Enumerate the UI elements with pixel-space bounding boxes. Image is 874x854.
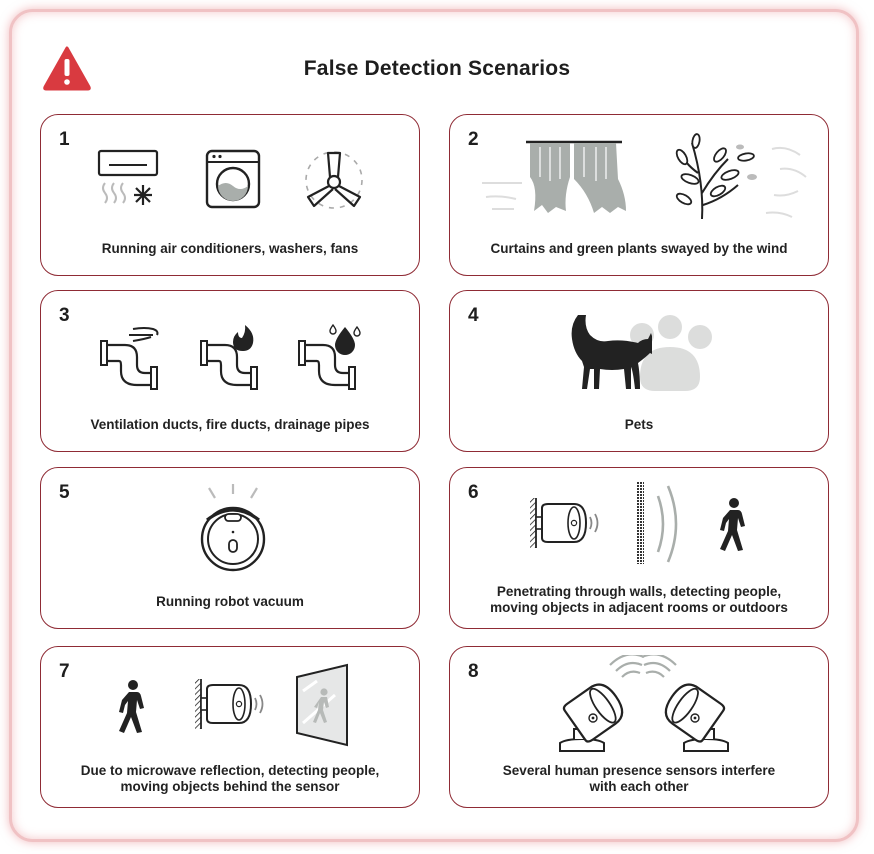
scenario-number: 7 xyxy=(59,661,70,682)
scenario-card-5 xyxy=(40,467,420,629)
scenario-caption: Due to microwave reflection, detecting people, moving objects behind the sensor xyxy=(80,763,380,794)
washing-machine-icon xyxy=(205,149,261,209)
sensor-icon xyxy=(193,679,269,731)
scenario-number: 6 xyxy=(468,482,479,503)
scenario-caption: Ventilation ducts, fire ducts, drainage pipes xyxy=(90,417,370,432)
robot-vacuum-icon xyxy=(193,482,273,578)
curtain-icon xyxy=(478,137,638,219)
scenario-caption: Pets xyxy=(624,417,654,432)
mirror-icon xyxy=(295,663,351,747)
scenario-caption: Several human presence sensors interfere with each other xyxy=(502,763,776,794)
scenario-number: 2 xyxy=(468,129,479,150)
air-conditioner-icon xyxy=(97,149,161,211)
scenario-caption: Penetrating through walls, detecting people, moving objects in adjacent rooms or outdoors xyxy=(490,584,788,615)
cat-icon xyxy=(568,311,652,403)
page-title: False Detection Scenarios xyxy=(303,57,571,80)
scenario-card-8 xyxy=(449,646,829,808)
scenario-number: 8 xyxy=(468,661,479,682)
scenario-number: 1 xyxy=(59,129,70,150)
fire-duct-icon xyxy=(199,323,265,391)
scenario-card-2 xyxy=(449,114,829,276)
wall-icon xyxy=(634,482,686,566)
scenario-card-4 xyxy=(449,290,829,452)
scenario-card-3 xyxy=(40,290,420,452)
scenario-card-6 xyxy=(449,467,829,629)
ventilation-duct-icon xyxy=(99,323,165,391)
scenario-number: 4 xyxy=(468,305,479,326)
scenario-card-7 xyxy=(40,646,420,808)
fan-icon xyxy=(303,149,365,211)
sensor-icon xyxy=(656,671,734,753)
scenario-card-1 xyxy=(40,114,420,276)
plant-icon xyxy=(662,133,812,223)
scenario-caption: Running air conditioners, washers, fans xyxy=(101,241,359,256)
scenario-caption: Running robot vacuum xyxy=(156,594,304,609)
scenario-number: 5 xyxy=(59,482,70,503)
sensor-icon xyxy=(554,671,632,753)
scenario-number: 3 xyxy=(59,305,70,326)
scenario-caption: Curtains and green plants swayed by the wind xyxy=(490,241,788,256)
person-walking-icon xyxy=(115,679,149,735)
person-walking-icon xyxy=(716,498,750,552)
drainage-pipe-icon xyxy=(297,323,363,391)
sensor-icon xyxy=(528,498,604,550)
